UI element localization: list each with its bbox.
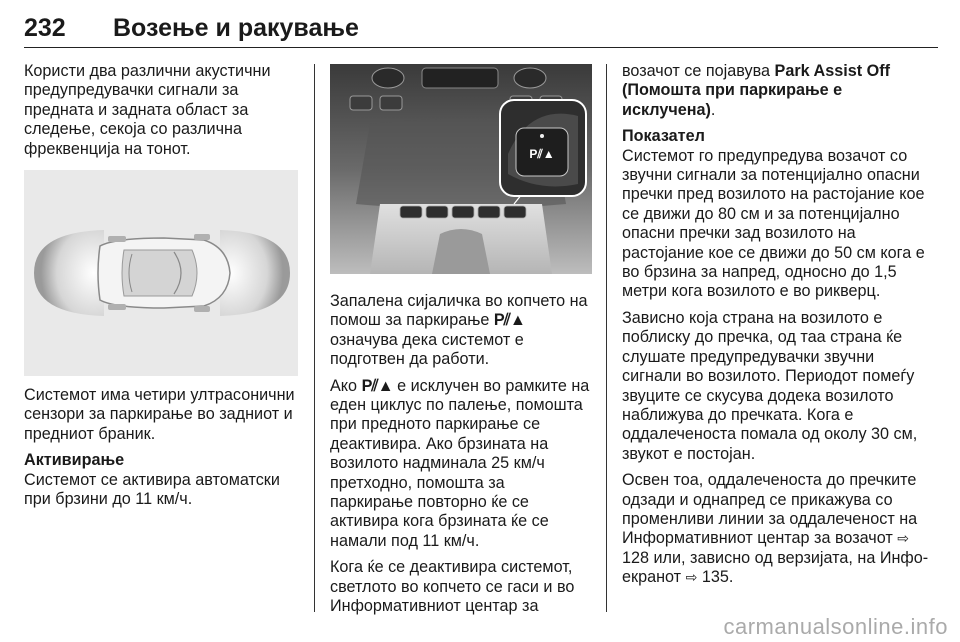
page-title: Возење и ракување [113,14,359,42]
lamp-paragraph: Запалена сијаличка во копчето на помош за паркирање P⫽▲ означува дека системот е подготвен да работи. [330,292,588,369]
message-paragraph: возачот се појавува Park Assist Off (Помошта при паркирање е исклучена). [622,62,890,119]
page-reference-arrow-icon: ⇨ [897,530,909,547]
distance-display-paragraph: Освен тоа, оддалеченоста до пречките одзади и однапред се прикажува со променливи линии за оддалеченост на Информативниот центар за возачот ⇨ 128 или, зависно од верзијата, на Инфо-екранот ⇨ 135. [622,471,929,587]
column-3 [622,62,938,595]
page-header [24,8,938,48]
park-assist-icon: P⫽▲ [493,311,525,330]
deactivation-paragraph: Ако P⫽▲ е исклучен во рамките на еден циклус по палење, помошта при предното паркирање се деактивира. Ако брзината на возилото надминала 25 км/ч претходно, помошта за паркирање повторно ќе се активира кога брзината ќе се намали под 11 км/ч. [330,376,590,550]
car-sensors-figure [24,170,298,376]
column-divider [606,64,607,612]
park-assist-icon: P⫽▲ [529,147,555,161]
dashboard-illustration [330,64,592,274]
column-2 [330,292,592,624]
sensors-paragraph: Системот има четири ултрасонични сензори за паркирање во задниот и предниот браник. [24,386,295,443]
page-number: 232 [24,14,66,42]
column-divider [314,64,315,612]
activation-heading: Активирање [24,451,125,470]
page-reference-arrow-icon: ⇨ [685,569,698,586]
park-assist-button-figure [330,64,592,274]
park-assist-off-message: Park Assist Off (Помошта при паркирање е исклучена) [622,62,890,119]
warning-paragraph: Системот го предупредува возачот со звучни сигнали за потенцијално опасни пречки пред возилото на растојание кое се движи до 80 см и за потенцијално опасни пречки зад возилото на растојание кое се движи до 50 см кога е во брзина за напред, односно до 1,5 метри кога возилото е во рикверц. [622,146,925,301]
car-body [98,234,230,312]
intro-paragraph: Користи два различни акустични предупредувачки сигнали за предната и задната област за следење, секоја со различна фреквенција на тонот. [24,62,271,158]
car-top-view-illustration [24,170,298,376]
column-1 [24,62,298,166]
page-reference-link[interactable]: 135 [701,568,729,587]
watermark: carmanualsonline.info [723,614,948,639]
light-off-paragraph: Кога ќе се деактивира системот, светлото во копчето се гаси и во Информативниот центар за [330,558,575,616]
indicator-heading: Показател [622,127,705,146]
activation-paragraph: Системот се активира автоматски при брзини до 11 км/ч. [24,470,280,509]
park-assist-icon: P⫽▲ [361,376,393,395]
column-1-lower [24,386,298,516]
side-paragraph: Зависно која страна на возилото е поблиску до пречка, од таа страна ќе слушате предупредувачки звучни сигнали во возилото. Периодот помеѓу звуците се скусува додека возилото наближува до пречката. Кога е оддалеченоста помала од околу 30 см, звукот е постојан. [622,308,918,463]
page-reference-link[interactable]: 128 [622,548,650,567]
